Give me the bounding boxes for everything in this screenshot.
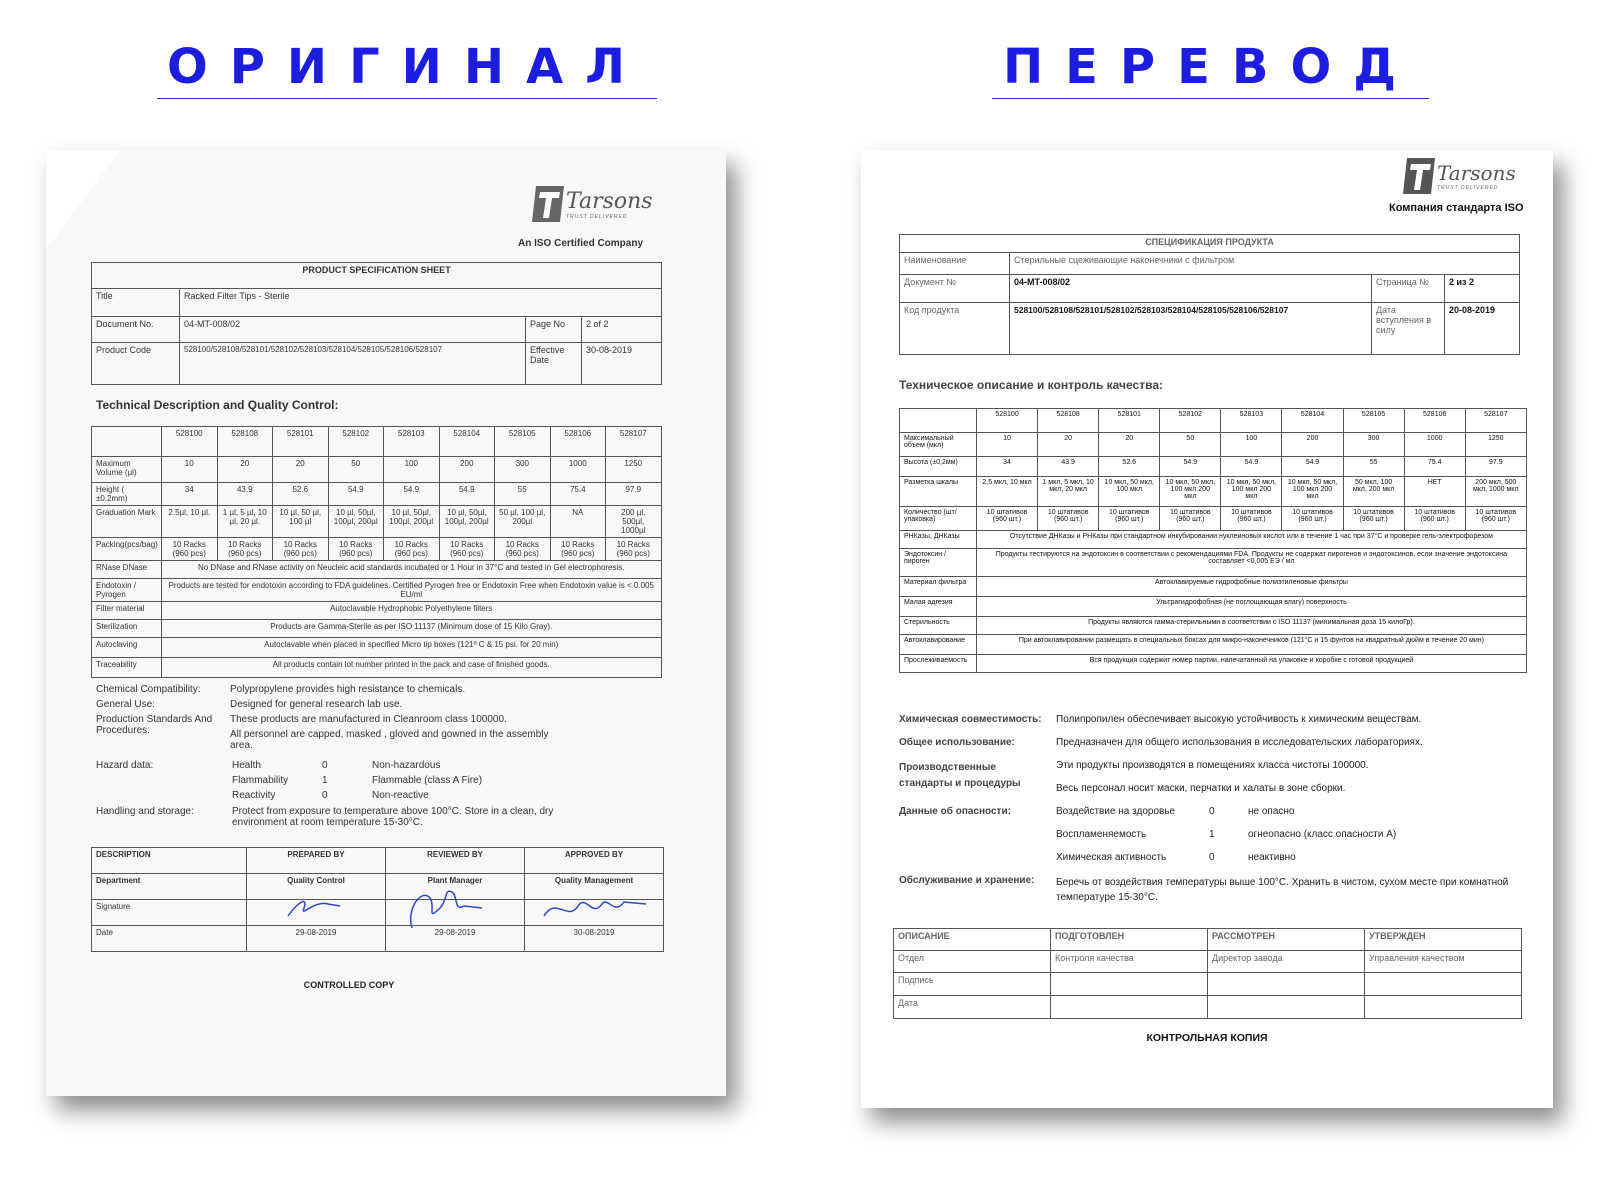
approval-cell: PREPARED BY [247,848,386,874]
prod-label: Производственные стандарты и процедуры [899,762,1021,789]
gen-label: General Use: [96,699,155,710]
row-label: Максимальный объем (мкл) [900,433,977,457]
hazard-row [1056,852,1476,875]
value-cell: 43.9 [217,483,273,506]
value-cell: 10 [977,433,1038,457]
value-cell: 54.9 [439,483,495,506]
value-cell: 300 [495,457,551,483]
tech-wide-row [900,597,1527,617]
row-text: При автоклавировании размещать в специальных боксах для микро-наконечников (121°С и 15 фунтов на квадратный дюйм в течение 20 мин) [977,635,1527,655]
tech-header-row [92,427,662,457]
controlled-copy: CONTROLLED COPY [303,980,395,990]
hazard-row [1056,806,1476,829]
code-label: Код продукта [900,303,1010,355]
hazard-desc: Non-reactive [372,790,429,801]
value-cell: 34 [162,483,218,506]
logo-text: Tarsons [1437,161,1516,185]
product-code-header: 528105 [1343,409,1404,433]
hazard-name: Flammability [232,775,289,786]
value-cell: 52.6 [1099,457,1160,477]
hazard-val: 1 [322,775,328,786]
hazard-list [1056,806,1476,875]
tarsons-logo-icon [1401,156,1437,196]
product-code-header: 528107 [1465,409,1526,433]
hazard-val: 0 [322,760,328,771]
product-code-header: 528106 [550,427,606,457]
tech-wide-row [92,602,662,620]
value-cell: 50 [328,457,384,483]
signature-prepared [284,892,344,920]
tech-row [92,506,662,538]
approval-cell: 29-08-2019 [247,926,386,952]
chem-text: Полипропилен обеспечивает высокую устойчивость к химическим веществам. [1056,714,1422,725]
value-cell: 10 Racks (960 pcs) [606,538,662,561]
tech-row [900,477,1527,507]
value-cell: 1250 [1465,433,1526,457]
prod-text1: Эти продукты производятся в помещениях класса чистоты 100000. [1056,760,1369,771]
chem-text: Polypropylene provides high resistance to chemicals. [230,684,466,695]
title-label: Title [92,289,180,317]
approval-row [894,973,1522,996]
product-code-header: 528107 [606,427,662,457]
row-text: Вся продукция содержит номер партии, напечатанный на упаковке и коробке с готовой продукцией [977,655,1527,673]
approval-row [894,929,1522,951]
translation-document [861,150,1553,1108]
value-cell: 54.9 [1282,457,1343,477]
tech-wide-row [92,658,662,678]
hazard-list [232,760,532,805]
gen-label: Общее использование: [899,737,1015,748]
tarsons-logo [530,184,653,224]
approval-row [92,848,664,874]
hazard-name: Воспламеняемость [1056,829,1147,840]
translation-header: ПЕРЕВОД [992,38,1429,99]
handling-label: Обслуживание и хранение: [899,875,1035,886]
approval-cell [1051,973,1208,996]
value-cell: НЕТ [1404,477,1465,507]
tarsons-logo-icon [530,184,566,224]
product-code-header: 528103 [1221,409,1282,433]
prod-text1: These products are manufactured in Cleanroom class 100000. [230,714,507,725]
approval-cell [1208,973,1365,996]
tech-wide-row [900,655,1527,673]
prod-text2: All personnel are capped, masked , gloved and gowned in the assembly area. [230,729,549,751]
row-label: Filter material [92,602,162,620]
value-cell: 43.9 [1038,457,1099,477]
value-cell: 1 µl, 5 µl, 10 µl, 20 µl. [217,506,273,538]
tech-row [900,457,1527,477]
approval-row [894,996,1522,1019]
hazard-desc: Flammable (class A Fire) [372,775,483,786]
value-cell: 10 штативов (960 шт.) [1160,507,1221,531]
tech-wide-row [92,561,662,579]
hazard-label: Данные об опасности: [899,806,1011,817]
row-label: Autoclaving [92,638,162,658]
product-code-header: 528105 [495,427,551,457]
code-label: Product Code [92,343,180,385]
row-label: Разметка шкалы [900,477,977,507]
eff-label: Effective Date [526,343,582,385]
value-cell: 2.5µl, 10 µl. [162,506,218,538]
gen-text: Предназначен для общего использования в исследовательских лабораториях. [1056,737,1423,748]
tech-row [92,538,662,561]
hazard-desc: Non-hazardous [372,760,441,771]
approval-cell: APPROVED BY [525,848,664,874]
spec-header-table [899,234,1520,355]
tech-row [92,483,662,506]
row-label: Стерильность [900,617,977,635]
product-code-header: 528108 [1038,409,1099,433]
code-value: 528100/528108/528101/528102/528103/528104/528105/528106/528107 [180,343,526,385]
handling-text: Protect from exposure to temperature above 100°C. Store in a clean, dry environment at room temperature 15-30°C. [232,806,554,828]
row-label: Малая адгезия [900,597,977,617]
value-cell: 10 Racks (960 pcs) [495,538,551,561]
page-value: 2 из 2 [1445,275,1520,303]
approval-row [92,926,664,952]
approval-row [894,951,1522,973]
approval-cell: Подпись [894,973,1051,996]
value-cell: 54.9 [384,483,440,506]
value-cell: 34 [977,457,1038,477]
tech-wide-row [900,635,1527,655]
tech-table [899,408,1527,673]
hazard-name: Reactivity [232,790,276,801]
approval-cell: ПОДГОТОВЛЕН [1051,929,1208,951]
hazard-row [232,760,532,775]
approval-cell: РАССМОТРЕН [1208,929,1365,951]
signature-approved [538,888,648,928]
tech-wide-row [92,620,662,638]
row-label: РНКазы, ДНКазы [900,531,977,549]
value-cell: 200 [439,457,495,483]
approval-cell: Date [92,926,247,952]
row-text: Автоклавируемые гидрофобные полиэтиленовые фильтры [977,577,1527,597]
value-cell: 55 [495,483,551,506]
row-label: Автоклавирование [900,635,977,655]
approval-cell: Директор завода [1208,951,1365,973]
row-text: Продукты тестируются на эндотоксин в соответствии с рекомендациями FDA. Продукты не содержат пирогенов и эндотоксинов, если значение эндотоксина составляет <0,005 ЕЭ / мл [977,549,1527,577]
page-value: 2 of 2 [582,317,662,343]
product-code-header: 528101 [273,427,329,457]
code-value: 528100/528108/528101/528102/528103/528104/528105/528106/528107 [1010,303,1372,355]
controlled-copy: КОНТРОЛЬНАЯ КОПИЯ [1146,1032,1268,1044]
value-cell: 10 [162,457,218,483]
approval-cell: Quality Control [247,874,386,900]
approval-cell: Отдел [894,951,1051,973]
value-cell: 55 [1343,457,1404,477]
value-cell: 10 штативов (960 шт.) [977,507,1038,531]
approval-cell: Управления качеством [1365,951,1522,973]
section-title: Техническое описание и контроль качества: [899,378,1163,392]
docno-label: Документ № [900,275,1010,303]
sheet-title: СПЕЦИФИКАЦИЯ ПРОДУКТА [900,235,1520,253]
logo-tagline: TRUST DELIVERED [566,213,628,220]
eff-label: Дата вступления в силу [1372,303,1445,355]
tech-wide-row [900,549,1527,577]
value-cell: 10 Racks (960 pcs) [550,538,606,561]
value-cell: 10 µl, 50µl, 100µl, 200µl [439,506,495,538]
hazard-name: Химическая активность [1056,852,1167,863]
approval-cell: Контроля качества [1051,951,1208,973]
product-code-header: 528104 [1282,409,1343,433]
tech-row [900,433,1527,457]
approval-cell: ОПИСАНИЕ [894,929,1051,951]
value-cell: 20 [1038,433,1099,457]
value-cell: 1250 [606,457,662,483]
product-code-header: 528100 [977,409,1038,433]
value-cell: 54.9 [1160,457,1221,477]
approval-cell: DESCRIPTION [92,848,247,874]
row-label: Sterilization [92,620,162,638]
approval-cell: 29-08-2019 [386,926,525,952]
value-cell: 52.6 [273,483,329,506]
handling-text: Беречь от воздействия температуры выше 100°C. Хранить в чистом, сухом месте при комнатной температуре 15-30°C. [1056,877,1509,903]
value-cell: 10 штативов (960 шт.) [1099,507,1160,531]
value-cell: 97.9 [1465,457,1526,477]
value-cell: 10 Racks (960 pcs) [162,538,218,561]
value-cell: 10 µl, 50 µl, 100 µl [273,506,329,538]
value-cell: 10 Racks (960 pcs) [273,538,329,561]
value-cell: 50 мкл, 100 мкл, 200 мкл [1343,477,1404,507]
approval-cell: Department [92,874,247,900]
hazard-desc: огнеопасно (класс опасности А) [1248,829,1397,840]
approval-cell: REVIEWED BY [386,848,525,874]
row-text: Ультрагидрофобная (не поглощающая влагу) поверхность [977,597,1527,617]
value-cell: 10 мкл, 50 мкл, 100 мкл [1099,477,1160,507]
prod-text2: Весь персонал носит маски, перчатки и халаты в зоне сборки. [1056,783,1346,794]
value-cell: 54.9 [328,483,384,506]
chem-label: Chemical Compatibility: [96,684,201,695]
page-label: Page No [526,317,582,343]
handling-label: Handling and storage: [96,806,194,817]
value-cell: 97.9 [606,483,662,506]
approval-cell [1365,996,1522,1019]
approval-cell [1365,973,1522,996]
value-cell: 1000 [1404,433,1465,457]
approval-cell: Дата [894,996,1051,1019]
corner-cell [92,427,162,457]
product-code-header: 528103 [384,427,440,457]
logo-text: Tarsons [566,188,653,214]
value-cell: 200 мкл, 500 мкл, 1000 мкл [1465,477,1526,507]
logo-tagline: TRUST DELIVERED [1437,185,1499,191]
page-label: Страница № [1372,275,1445,303]
value-cell: 100 [1221,433,1282,457]
value-cell: 10 штативов (960 шт.) [1465,507,1526,531]
row-label: Прослеживаемость [900,655,977,673]
value-cell: 200 µl, 500µl, 1000µl [606,506,662,538]
tech-row [900,507,1527,531]
row-label: Maximum Volume (µl) [92,457,162,483]
tech-wide-row [92,638,662,658]
tarsons-logo [1401,156,1516,196]
hazard-val: 1 [1209,829,1215,840]
approval-cell: Signature [92,900,247,926]
title-label: Наименование [900,253,1010,275]
value-cell: 75.4 [550,483,606,506]
sheet-title: PRODUCT SPECIFICATION SHEET [92,263,662,289]
signature-reviewed [402,878,492,936]
hazard-row [232,790,532,805]
row-label: Packing(pcs/bag) [92,538,162,561]
approval-cell [1051,996,1208,1019]
product-code-header: 528102 [1160,409,1221,433]
value-cell: 50 [1160,433,1221,457]
tech-wide-row [900,531,1527,549]
row-text: Autoclavable Hydrophobic Polyethylene filters [162,602,662,620]
row-label: RNase DNase [92,561,162,579]
prod-label: Production Standards And Procedures: [96,714,213,736]
value-cell: 20 [1099,433,1160,457]
docno-value: 04-MT-008/02 [1010,275,1372,303]
value-cell: 54.9 [1221,457,1282,477]
row-text: Отсутствие ДНКазы и РНКазы при стандартном инкубировании нуклеиновых кислот или в течение 1 час при 37°С и проверке гель-электрофорезом [977,531,1527,549]
row-text: All products contain lot number printed in the pack and case of finished goods. [162,658,662,678]
row-label: Graduation Mark [92,506,162,538]
value-cell: 1 мкл, 5 мкл, 10 мкл, 20 мкл [1038,477,1099,507]
value-cell: NA [550,506,606,538]
value-cell: 10 штативов (960 шт.) [1282,507,1343,531]
value-cell: 10 µl, 50µl, 100µl, 200µl [384,506,440,538]
hazard-name: Health [232,760,261,771]
original-header: ОРИГИНАЛ [157,38,657,99]
row-label: Количество (шт/упаковка) [900,507,977,531]
row-label: Traceability [92,658,162,678]
original-document [46,150,726,1096]
iso-caption: An ISO Certified Company [518,238,644,249]
product-code-header: 528104 [439,427,495,457]
value-cell: 10 µl, 50µl, 100µl, 200µl [328,506,384,538]
hazard-row [1056,829,1476,852]
product-code-header: 528100 [162,427,218,457]
product-code-header: 528102 [328,427,384,457]
row-text: Продукты являются гамма-стерильными в соответствии с ISO 11137 (минимальная доза 15 килоГр). [977,617,1527,635]
tech-wide-row [900,617,1527,635]
tech-wide-row [92,579,662,602]
docno-label: Document No. [92,317,180,343]
value-cell: 10 Racks (960 pcs) [384,538,440,561]
value-cell: 10 мкл, 50 мкл, 100 мкл 200 мкл [1160,477,1221,507]
product-code-header: 528106 [1404,409,1465,433]
title-value: Racked Filter Tips - Sterile [180,289,662,317]
value-cell: 20 [217,457,273,483]
hazard-desc: не опасно [1248,806,1295,817]
hazard-val: 0 [1209,852,1215,863]
approval-cell: Quality Management [525,874,664,900]
hazard-desc: неактивно [1248,852,1296,863]
row-text: Products are tested for endotoxin according to FDA guidelines. Certified Pyrogen free or Endotoxin Free when Endotoxin value is < 0.005 EU/ml [162,579,662,602]
tech-table [91,426,662,678]
approval-cell: 30-08-2019 [525,926,664,952]
hazard-val: 0 [322,790,328,801]
tech-wide-row [900,577,1527,597]
row-label: Высота (±0,2мм) [900,457,977,477]
value-cell: 10 штативов (960 шт.) [1404,507,1465,531]
value-cell: 10 штативов (960 шт.) [1221,507,1282,531]
row-text: Autoclavable when placed in specified Micro tip boxes (121º C & 15 psi. for 20 min) [162,638,662,658]
title-value: Стерильные сцеживающие наконечники с фильтром [1010,253,1520,275]
section-title: Technical Description and Quality Control: [96,398,339,412]
value-cell: 10 Racks (960 pcs) [439,538,495,561]
value-cell: 2.5 мкл, 10 мкл [977,477,1038,507]
value-cell: 20 [273,457,329,483]
value-cell: 10 штативов (960 шт.) [1038,507,1099,531]
hazard-val: 0 [1209,806,1215,817]
eff-value: 30-08-2019 [582,343,662,385]
value-cell: 75.4 [1404,457,1465,477]
row-text: No DNase and RNase activity on Neucleic acid standards incubated or 1 Hour in 37°C and tested in Gel electrophoresis. [162,561,662,579]
value-cell: 200 [1282,433,1343,457]
hazard-name: Воздействие на здоровье [1056,806,1176,817]
hazard-label: Hazard data: [96,760,154,771]
hazard-row [232,775,532,790]
value-cell: 10 Racks (960 pcs) [217,538,273,561]
tech-row [92,457,662,483]
eff-value: 20-08-2019 [1445,303,1520,355]
approval-table [893,928,1522,1019]
value-cell: 300 [1343,433,1404,457]
corner-cell [900,409,977,433]
row-text: Products are Gamma-Sterile as per ISO 11137 (Minimum dose of 15 Kilo Gray). [162,620,662,638]
product-code-header: 528108 [217,427,273,457]
folded-corner [46,150,120,250]
value-cell: 100 [384,457,440,483]
product-code-header: 528101 [1099,409,1160,433]
value-cell: 10 мкл, 50 мкл, 100 мкл 200 мкл [1221,477,1282,507]
value-cell: 50 µl, 100 µl, 200µl [495,506,551,538]
row-label: Height ( ±0.2mm) [92,483,162,506]
approval-cell: УТВЕРЖДЕН [1365,929,1522,951]
row-label: Материал фильтра [900,577,977,597]
gen-text: Designed for general research lab use. [230,699,403,710]
iso-caption: Компания стандарта ISO [1389,202,1524,214]
row-label: Endotoxin / Pyrogen [92,579,162,602]
value-cell: 10 Racks (960 pcs) [328,538,384,561]
value-cell: 10 штативов (960 шт.) [1343,507,1404,531]
spec-header-table [91,262,662,385]
tech-header-row [900,409,1527,433]
approval-cell [1208,996,1365,1019]
row-label: Эндотоксин / пироген [900,549,977,577]
docno-value: 04-MT-008/02 [180,317,526,343]
chem-label: Химическая совместимость: [899,714,1042,725]
value-cell: 1000 [550,457,606,483]
value-cell: 10 мкл, 50 мкл, 100 мкл 200 мкл [1282,477,1343,507]
approval-cell: Plant Manager [386,874,525,900]
